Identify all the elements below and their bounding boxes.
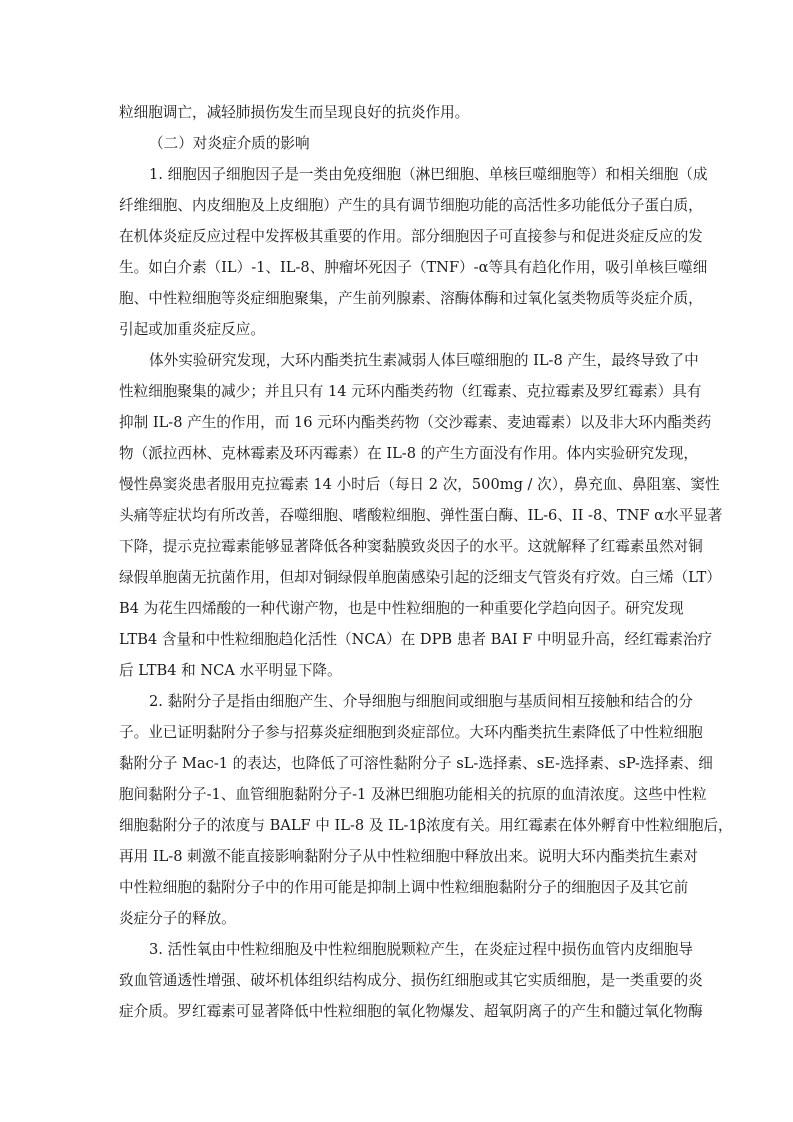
text-line: 再用 IL-8 刺激不能直接影响黏附分子从中性粒细胞中释放出来。说明大环内酯类抗生素对 bbox=[119, 848, 698, 865]
text-line: 在机体炎症反应过程中发挥极其重要的作用。部分细胞因子可直接参与和促进炎症反应的发 bbox=[119, 228, 703, 245]
text-line: 纤维细胞、内皮细胞及上皮细胞）产生的具有调节细胞功能的高活性多功能低分子蛋白质， bbox=[119, 197, 703, 214]
text-line: 慢性鼻窦炎患者服用克拉霉素 14 小时后（每日 2 次，500mg / 次），鼻充血、鼻阻塞、窦性 bbox=[119, 476, 720, 493]
text-line: 抑制 IL-8 产生的作用，而 16 元环内酯类药物（交沙霉素、麦迪霉素）以及非大环内酯类药 bbox=[119, 414, 712, 431]
text-line: 3. 活性氧由中性粒细胞及中性粒细胞脱颗粒产生，在炎症过程中损伤血管内皮细胞导 bbox=[149, 941, 693, 958]
document-page bbox=[119, 97, 733, 1027]
text-line: 绿假单胞菌无抗菌作用，但却对铜绿假单胞菌感染引起的泛细支气管炎有疗效。白三烯（LT） bbox=[119, 569, 721, 586]
text-line: 2. 黏附分子是指由细胞产生、介导细胞与细胞间或细胞与基质间相互接触和结合的分 bbox=[149, 693, 693, 710]
text-line: 症介质。罗红霉素可显著降低中性粒细胞的氧化物爆发、超氧阴离子的产生和髓过氧化物酶 bbox=[119, 1003, 703, 1020]
text-line: 1. 细胞因子细胞因子是一类由免疫细胞（淋巴细胞、单核巨噬细胞等）和相关细胞（成 bbox=[149, 166, 708, 183]
text-line: 引起或加重炎症反应。 bbox=[119, 321, 265, 338]
text-line: 生。如白介素（IL）-1、IL-8、肿瘤坏死因子（TNF）-α等具有趋化作用，吸引单核巨噬细 bbox=[119, 259, 708, 276]
text-line: 致血管通透性增强、破坏机体组织结构成分、损伤红细胞或其它实质细胞，是一类重要的炎 bbox=[119, 972, 703, 989]
text-line: 物（派拉西林、克林霉素及环丙霉素）在 IL-8 的产生方面没有作用。体内实验研究发现， bbox=[119, 445, 698, 462]
text-line: 性粒细胞聚集的减少；并且只有 14 元环内酯类药物（红霉素、克拉霉素及罗红霉素）具有 bbox=[119, 383, 702, 400]
text-line: LTB4 含量和中性粒细胞趋化活性（NCA）在 DPB 患者 BAI F 中明显升高，经红霉素治疗 bbox=[119, 631, 713, 648]
text-line: 体外实验研究发现，大环内酯类抗生素减弱人体巨噬细胞的 IL-8 产生，最终导致了中 bbox=[149, 352, 699, 369]
text-line: 胞间黏附分子-1、血管细胞黏附分子-1 及淋巴细胞功能相关的抗原的血清浓度。这些中性粒 bbox=[119, 786, 707, 803]
text-line: 中性粒细胞的黏附分子中的作用可能是抑制上调中性粒细胞黏附分子的细胞因子及其它前 bbox=[119, 879, 689, 896]
text-line: 胞、中性粒细胞等炎症细胞聚集，产生前列腺素、溶酶体酶和过氧化氢类物质等炎症介质， bbox=[119, 290, 703, 307]
text-line: 黏附分子 Mac-1 的表达，也降低了可溶性黏附分子 sL-选择素、sE-选择素、sP-选择素、细 bbox=[119, 755, 713, 772]
text-line: 子。业已证明黏附分子参与招募炎症细胞到炎症部位。大环内酯类抗生素降低了中性粒细胞 bbox=[119, 724, 703, 741]
text-line: 头痛等症状均有所改善，吞噬细胞、嗜酸粒细胞、弹性蛋白酶、IL-6、II -8、TNF α水平显著 bbox=[119, 507, 723, 524]
text-line: 后 LTB4 和 NCA 水平明显下降。 bbox=[119, 662, 342, 679]
text-line: 细胞黏附分子的浓度与 BALF 中 IL-8 及 IL-1β浓度有关。用红霉素在体外孵育中性粒细胞后， bbox=[119, 817, 733, 834]
text-line: 粒细胞调亡，减轻肺损伤发生而呈现良好的抗炎作用。 bbox=[119, 104, 470, 121]
text-line: 炎症分子的释放。 bbox=[119, 910, 236, 927]
text-line: 下降，提示克拉霉素能够显著降低各种窦黏膜致炎因子的水平。这就解释了红霉素虽然对铜 bbox=[119, 538, 703, 555]
section-heading: （二）对炎症介质的影响 bbox=[149, 135, 310, 152]
text-line: B4 为花生四烯酸的一种代谢产物，也是中性粒细胞的一种重要化学趋向因子。研究发现 bbox=[119, 600, 684, 617]
